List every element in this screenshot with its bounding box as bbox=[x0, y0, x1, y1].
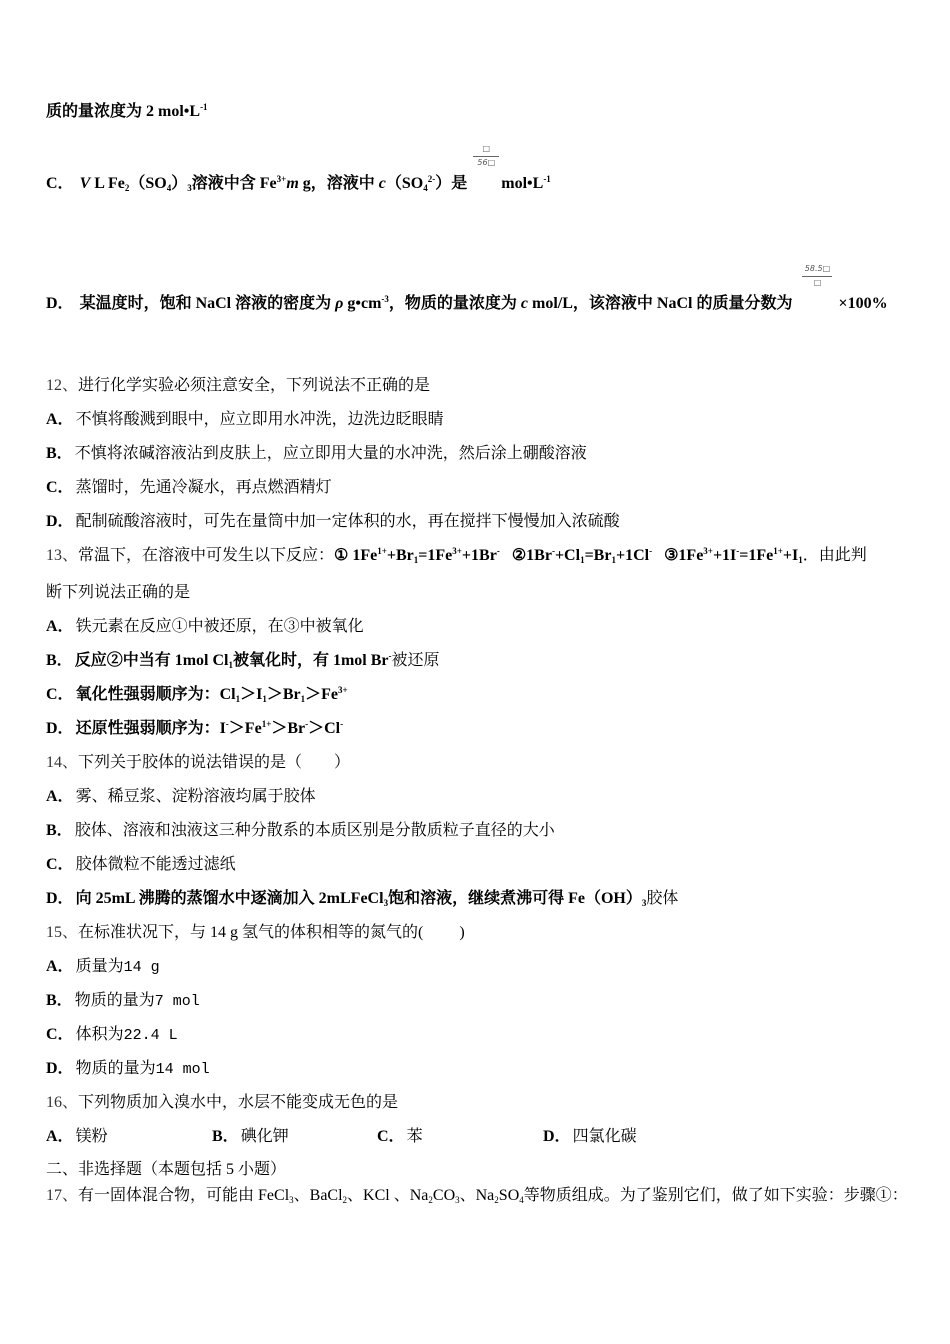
option-label: D． bbox=[543, 1128, 571, 1145]
option-text: 还原性强弱顺序为：I bbox=[75, 720, 226, 737]
q13-stem-continued bbox=[46, 583, 190, 603]
text: +1Br bbox=[461, 547, 497, 564]
text: +1Cl bbox=[615, 547, 650, 564]
option-value: 22.4 L bbox=[123, 1027, 178, 1044]
question-text: 进行化学实验必须注意安全，下列说法不正确的是 bbox=[78, 377, 431, 394]
option-label: D． bbox=[46, 513, 74, 530]
text: 溶液中含 Fe bbox=[191, 175, 277, 192]
option-text: 胶体微粒不能透过滤纸 bbox=[75, 856, 236, 873]
option-text: 苯 bbox=[406, 1128, 423, 1145]
superscript: - bbox=[551, 546, 555, 556]
subscript: 3 bbox=[641, 898, 647, 908]
text: +1I bbox=[712, 547, 737, 564]
q14-stem bbox=[46, 753, 350, 773]
superscript: 3+ bbox=[337, 685, 348, 695]
reaction-2: ②1Br bbox=[511, 547, 552, 564]
option-text: ＞Fe bbox=[305, 686, 338, 703]
q15-stem bbox=[46, 923, 465, 943]
option-text: 不慎将浓碱溶液沾到皮肤上，应立即用大量的水冲洗，然后涂上硼酸溶液 bbox=[74, 445, 587, 462]
text: 某温度时，饱和 NaCl 溶液的密度为 bbox=[79, 295, 336, 312]
question-text: ．由此判 bbox=[802, 547, 867, 564]
q16-option-c bbox=[377, 1127, 423, 1147]
option-text: 蒸馏时，先通冷凝水，再点燃酒精灯 bbox=[75, 479, 332, 496]
subscript: 1 bbox=[228, 660, 233, 670]
text: ×100% bbox=[838, 295, 888, 312]
question-text: 、KCl 、Na bbox=[347, 1187, 429, 1204]
q13-option-a bbox=[46, 617, 364, 637]
option-text: 质量为 bbox=[75, 958, 124, 975]
option-text: ＞Br bbox=[266, 686, 301, 703]
subscript: 2 bbox=[342, 1195, 348, 1205]
option-text: ＞Br bbox=[271, 720, 306, 737]
option-text: 反应②中当有 1mol Cl bbox=[74, 652, 229, 669]
superscript: -1 bbox=[200, 102, 208, 112]
superscript: - bbox=[388, 651, 392, 661]
option-value: 7 mol bbox=[154, 993, 200, 1010]
q15-option-b bbox=[46, 991, 200, 1012]
text: +Br bbox=[386, 547, 414, 564]
question-text: 、Na bbox=[459, 1187, 495, 1204]
option-label: A． bbox=[46, 1128, 74, 1145]
question-text: 下列关于胶体的说法错误的是（ ） bbox=[78, 754, 351, 771]
superscript: - bbox=[496, 546, 500, 556]
var-c: c bbox=[378, 175, 386, 192]
option-value: 14 mol bbox=[155, 1061, 210, 1078]
superscript: - bbox=[340, 719, 344, 729]
q15-option-c bbox=[46, 1025, 178, 1046]
fraction-formula bbox=[471, 144, 501, 188]
option-text: 配制硫酸溶液时，可先在量筒中加一定体积的水，再在搅拌下慢慢加入浓硫酸 bbox=[75, 513, 620, 530]
question-number: 16、 bbox=[46, 1094, 79, 1111]
superscript: 2- bbox=[427, 174, 436, 184]
subscript: 1 bbox=[611, 555, 616, 565]
subscript: 3 bbox=[187, 183, 192, 193]
var-c: c bbox=[520, 295, 529, 312]
subscript: 1 bbox=[798, 555, 803, 565]
option-text: 胶体、溶液和浊液这三种分散系的本质区别是分散质粒子直径的大小 bbox=[74, 822, 555, 839]
option-label: C． bbox=[46, 479, 74, 496]
q16-option-d bbox=[543, 1127, 637, 1147]
superscript: 1+ bbox=[377, 546, 387, 556]
subscript: 1 bbox=[413, 555, 419, 565]
option-value: 14 g bbox=[123, 959, 160, 976]
superscript: - bbox=[649, 546, 653, 556]
text: =Br bbox=[584, 547, 612, 564]
option-text: 胶体 bbox=[646, 890, 679, 907]
superscript: 1+ bbox=[773, 546, 783, 556]
question-number: 15、 bbox=[46, 924, 79, 941]
superscript: - bbox=[305, 719, 309, 729]
reaction-1: ① 1Fe bbox=[334, 547, 378, 564]
question-number: 14、 bbox=[46, 754, 79, 771]
option-text: ＞Fe bbox=[228, 720, 262, 737]
subscript: 3 bbox=[289, 1195, 294, 1205]
q15-option-d bbox=[46, 1059, 210, 1080]
subscript: 2 bbox=[124, 183, 130, 193]
fraction-bar bbox=[473, 156, 499, 157]
fraction-denominator: 56□ bbox=[477, 158, 496, 167]
option-label: A． bbox=[46, 411, 74, 428]
option-label: D． bbox=[46, 295, 74, 312]
q16-option-b bbox=[212, 1127, 289, 1147]
q14-option-b bbox=[46, 821, 555, 841]
text: L Fe bbox=[90, 175, 125, 192]
question-text: 断下列说法正确的是 bbox=[46, 584, 191, 601]
text: g•cm bbox=[343, 295, 382, 312]
option-label: A． bbox=[46, 788, 74, 805]
superscript: 3+ bbox=[703, 546, 713, 556]
option-label: C． bbox=[46, 856, 74, 873]
option-label: D． bbox=[46, 890, 74, 907]
option-label: C． bbox=[377, 1128, 405, 1145]
continuation-text: 质的量浓度为 2 mol•L bbox=[46, 103, 201, 120]
question-text: CO bbox=[432, 1187, 456, 1204]
text: （SO bbox=[129, 175, 167, 192]
option-label: B． bbox=[46, 822, 73, 839]
text: +I bbox=[782, 547, 799, 564]
section-title: 二、非选择题（本题包括 5 小题） bbox=[46, 1161, 287, 1178]
q13-stem bbox=[46, 546, 867, 566]
text: mol/L，该溶液中 NaCl 的质量分数为 bbox=[528, 295, 793, 312]
subscript: 2 bbox=[428, 1195, 433, 1205]
reaction-3: ③1Fe bbox=[664, 547, 704, 564]
option-text: 氧化性强弱顺序为：Cl bbox=[75, 686, 236, 703]
q12-option-c bbox=[46, 478, 332, 498]
question-text: 常温下，在溶液中可发生以下反应： bbox=[78, 547, 335, 564]
option-text: 不慎将酸溅到眼中，应立即用水冲洗，边洗边眨眼睛 bbox=[75, 411, 444, 428]
text: +Cl bbox=[554, 547, 581, 564]
superscript: - bbox=[225, 719, 229, 729]
fraction-denominator: □ bbox=[813, 278, 822, 287]
subscript: 1 bbox=[580, 555, 585, 565]
text: g，溶液中 bbox=[298, 175, 379, 192]
text: =1Fe bbox=[739, 547, 774, 564]
q13-option-d bbox=[46, 719, 343, 739]
option-label: B． bbox=[46, 445, 73, 462]
q11-option-d bbox=[46, 264, 888, 314]
question-text: SO bbox=[498, 1187, 520, 1204]
option-text: 物质的量为 bbox=[75, 1060, 156, 1077]
superscript: 3+ bbox=[452, 546, 462, 556]
option-label: B． bbox=[212, 1128, 239, 1145]
option-text: 饱和溶液，继续煮沸可得 Fe（OH） bbox=[388, 890, 642, 907]
text: ）是 bbox=[435, 175, 468, 192]
q14-option-a bbox=[46, 787, 316, 807]
question-text: 下列物质加入溴水中，水层不能变成无色的是 bbox=[78, 1094, 399, 1111]
question-text: 有一固体混合物，可能由 FeCl bbox=[78, 1187, 290, 1204]
option-text: 向 25mL 沸腾的蒸馏水中逐滴加入 2mLFeCl bbox=[75, 890, 384, 907]
question-text: 等物质组成。为了鉴别它们，做了如下实验：步骤①： bbox=[523, 1187, 908, 1204]
previous-option-continuation bbox=[46, 102, 208, 122]
q15-option-a bbox=[46, 957, 160, 978]
superscript: - bbox=[736, 546, 740, 556]
subscript: 1 bbox=[300, 694, 306, 704]
q11-option-c bbox=[46, 144, 551, 194]
q16-option-a bbox=[46, 1127, 108, 1147]
section-2-heading bbox=[46, 1160, 286, 1180]
q16-options-row bbox=[46, 1127, 906, 1147]
option-label: C． bbox=[46, 175, 74, 192]
fraction-numerator: □ bbox=[482, 144, 491, 153]
q17-stem bbox=[46, 1186, 908, 1206]
option-label: C． bbox=[46, 1026, 74, 1043]
q14-option-d bbox=[46, 889, 678, 909]
subscript: 3 bbox=[455, 1195, 460, 1205]
q12-option-b bbox=[46, 444, 587, 464]
option-label: A． bbox=[46, 958, 74, 975]
text: （SO bbox=[385, 175, 424, 192]
question-number: 13、 bbox=[46, 547, 79, 564]
q12-option-d bbox=[46, 512, 620, 532]
fraction-numerator: 58.5□ bbox=[804, 264, 831, 273]
var-v: V bbox=[79, 175, 91, 192]
option-text: ＞Cl bbox=[308, 720, 341, 737]
option-text: 碘化钾 bbox=[240, 1128, 289, 1145]
text: ，物质的量浓度为 bbox=[388, 295, 521, 312]
text: ） bbox=[171, 175, 188, 192]
subscript: 4 bbox=[423, 183, 428, 193]
subscript: 3 bbox=[383, 898, 389, 908]
option-text: ＞I bbox=[240, 686, 263, 703]
q16-stem bbox=[46, 1093, 398, 1113]
q13-option-b bbox=[46, 651, 440, 671]
q13-option-c bbox=[46, 685, 348, 705]
var-rho: ρ bbox=[335, 295, 344, 312]
subscript: 1 bbox=[235, 694, 241, 704]
option-text: 镁粉 bbox=[75, 1128, 108, 1145]
q12-option-a bbox=[46, 410, 444, 430]
question-text: 在标准状况下，与 14 g 氢气的体积相等的氮气的( ) bbox=[78, 924, 465, 941]
question-number: 17、 bbox=[46, 1187, 79, 1204]
option-text: 物质的量为 bbox=[74, 992, 155, 1009]
q14-option-c bbox=[46, 855, 236, 875]
unit: mol•L bbox=[501, 175, 544, 192]
option-text: 雾、稀豆浆、淀粉溶液均属于胶体 bbox=[75, 788, 316, 805]
subscript: 4 bbox=[519, 1195, 524, 1205]
option-label: C． bbox=[46, 686, 74, 703]
option-text: 体积为 bbox=[75, 1026, 124, 1043]
option-label: B． bbox=[46, 992, 73, 1009]
fraction-bar bbox=[802, 276, 832, 277]
question-number: 12、 bbox=[46, 377, 79, 394]
option-text: 被氧化时，有 1mol Br bbox=[232, 652, 389, 669]
subscript: 2 bbox=[494, 1195, 499, 1205]
superscript: 1+ bbox=[261, 719, 272, 729]
subscript: 1 bbox=[262, 694, 267, 704]
option-text: 铁元素在反应①中被还原，在③中被氧化 bbox=[75, 618, 364, 635]
option-label: D． bbox=[46, 1060, 74, 1077]
superscript: 3+ bbox=[276, 174, 287, 184]
fraction-formula bbox=[800, 264, 834, 308]
var-m: m bbox=[286, 175, 299, 192]
question-text: 、BaCl bbox=[293, 1187, 343, 1204]
text: =1Fe bbox=[418, 547, 453, 564]
option-label: A． bbox=[46, 618, 74, 635]
option-text: 四氯化碳 bbox=[572, 1128, 637, 1145]
superscript: -3 bbox=[381, 294, 389, 304]
q12-stem bbox=[46, 376, 430, 396]
option-label: D． bbox=[46, 720, 74, 737]
superscript: -1 bbox=[543, 174, 551, 184]
option-label: B． bbox=[46, 652, 73, 669]
subscript: 4 bbox=[166, 183, 172, 193]
option-text: 被还原 bbox=[391, 652, 440, 669]
